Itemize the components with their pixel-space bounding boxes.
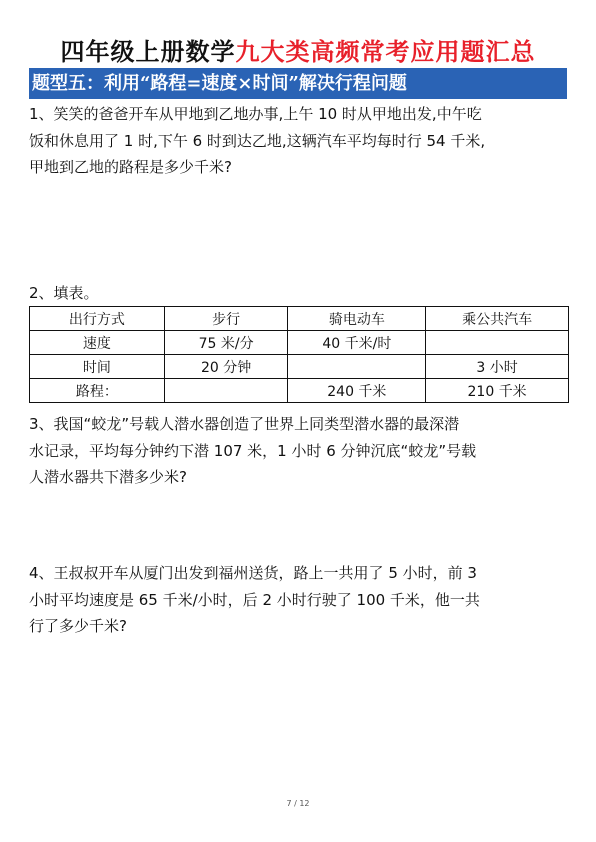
- table-cell: 40 千米/时: [288, 331, 426, 355]
- question-3: [29, 411, 569, 491]
- header-cell: 步行: [164, 307, 288, 331]
- table-cell: 3 小时: [426, 355, 569, 379]
- question-4-line: 行了多少千米?: [29, 617, 127, 635]
- table-cell: 时间: [30, 355, 165, 379]
- question-4-line: 小时平均速度是 65 千米/小时，后 2 小时行驶了 100 千米，他一共: [29, 590, 480, 609]
- question-2-line: 2、填表。: [29, 284, 99, 302]
- question-1-line: 甲地到乙地的路程是多少千米?: [29, 158, 232, 176]
- question-1: [29, 101, 569, 181]
- question-3-line: 人潜水器共下潜多少米?: [29, 468, 187, 486]
- question-3-line: 水记录，平均每分钟约下潜 107 米，1 小时 6 分钟沉底“蛟龙”号载: [29, 441, 477, 460]
- header-cell: 出行方式: [30, 307, 165, 331]
- page-number: 7 / 12: [286, 799, 310, 808]
- table-cell-blank[interactable]: [164, 379, 288, 403]
- table-header-row: [30, 307, 569, 331]
- table-row: [30, 379, 569, 403]
- table-cell: 20 分钟: [164, 355, 288, 379]
- section-banner: 题型五：利用“路程=速度×时间”解决行程问题: [29, 68, 567, 99]
- title-red: 九大类高频常考应用题汇总: [235, 37, 536, 66]
- page-title: [0, 32, 596, 67]
- question-4-line: 4、王叔叔开车从厦门出发到福州送货，路上一共用了 5 小时，前 3: [29, 564, 477, 582]
- table-row: [30, 355, 569, 379]
- title-black: 四年级上册数学: [60, 37, 236, 66]
- table-row: [30, 331, 569, 355]
- table-cell: 210 千米: [426, 379, 569, 403]
- question-3-line: 3、我国“蛟龙”号载人潜水器创造了世界上同类型潜水器的最深潜: [29, 415, 460, 433]
- table-cell: 75 米/分: [164, 331, 288, 355]
- header-cell: 骑电动车: [288, 307, 426, 331]
- question-1-line: 饭和休息用了 1 时,下午 6 时到达乙地,这辆汽车平均每时行 54 千米,: [29, 131, 486, 150]
- question-2: [29, 280, 569, 307]
- fill-in-table: [29, 306, 569, 403]
- header-cell: 乘公共汽车: [426, 307, 569, 331]
- question-1-line: 1、笑笑的爸爸开车从甲地到乙地办事,上午 10 时从甲地出发,中午吃: [29, 105, 482, 123]
- question-4: [29, 560, 569, 640]
- table-cell: 路程：: [30, 379, 165, 403]
- table-cell: 速度: [30, 331, 165, 355]
- table-cell: 240 千米: [288, 379, 426, 403]
- table-cell-blank[interactable]: [426, 331, 569, 355]
- table-cell-blank[interactable]: [288, 355, 426, 379]
